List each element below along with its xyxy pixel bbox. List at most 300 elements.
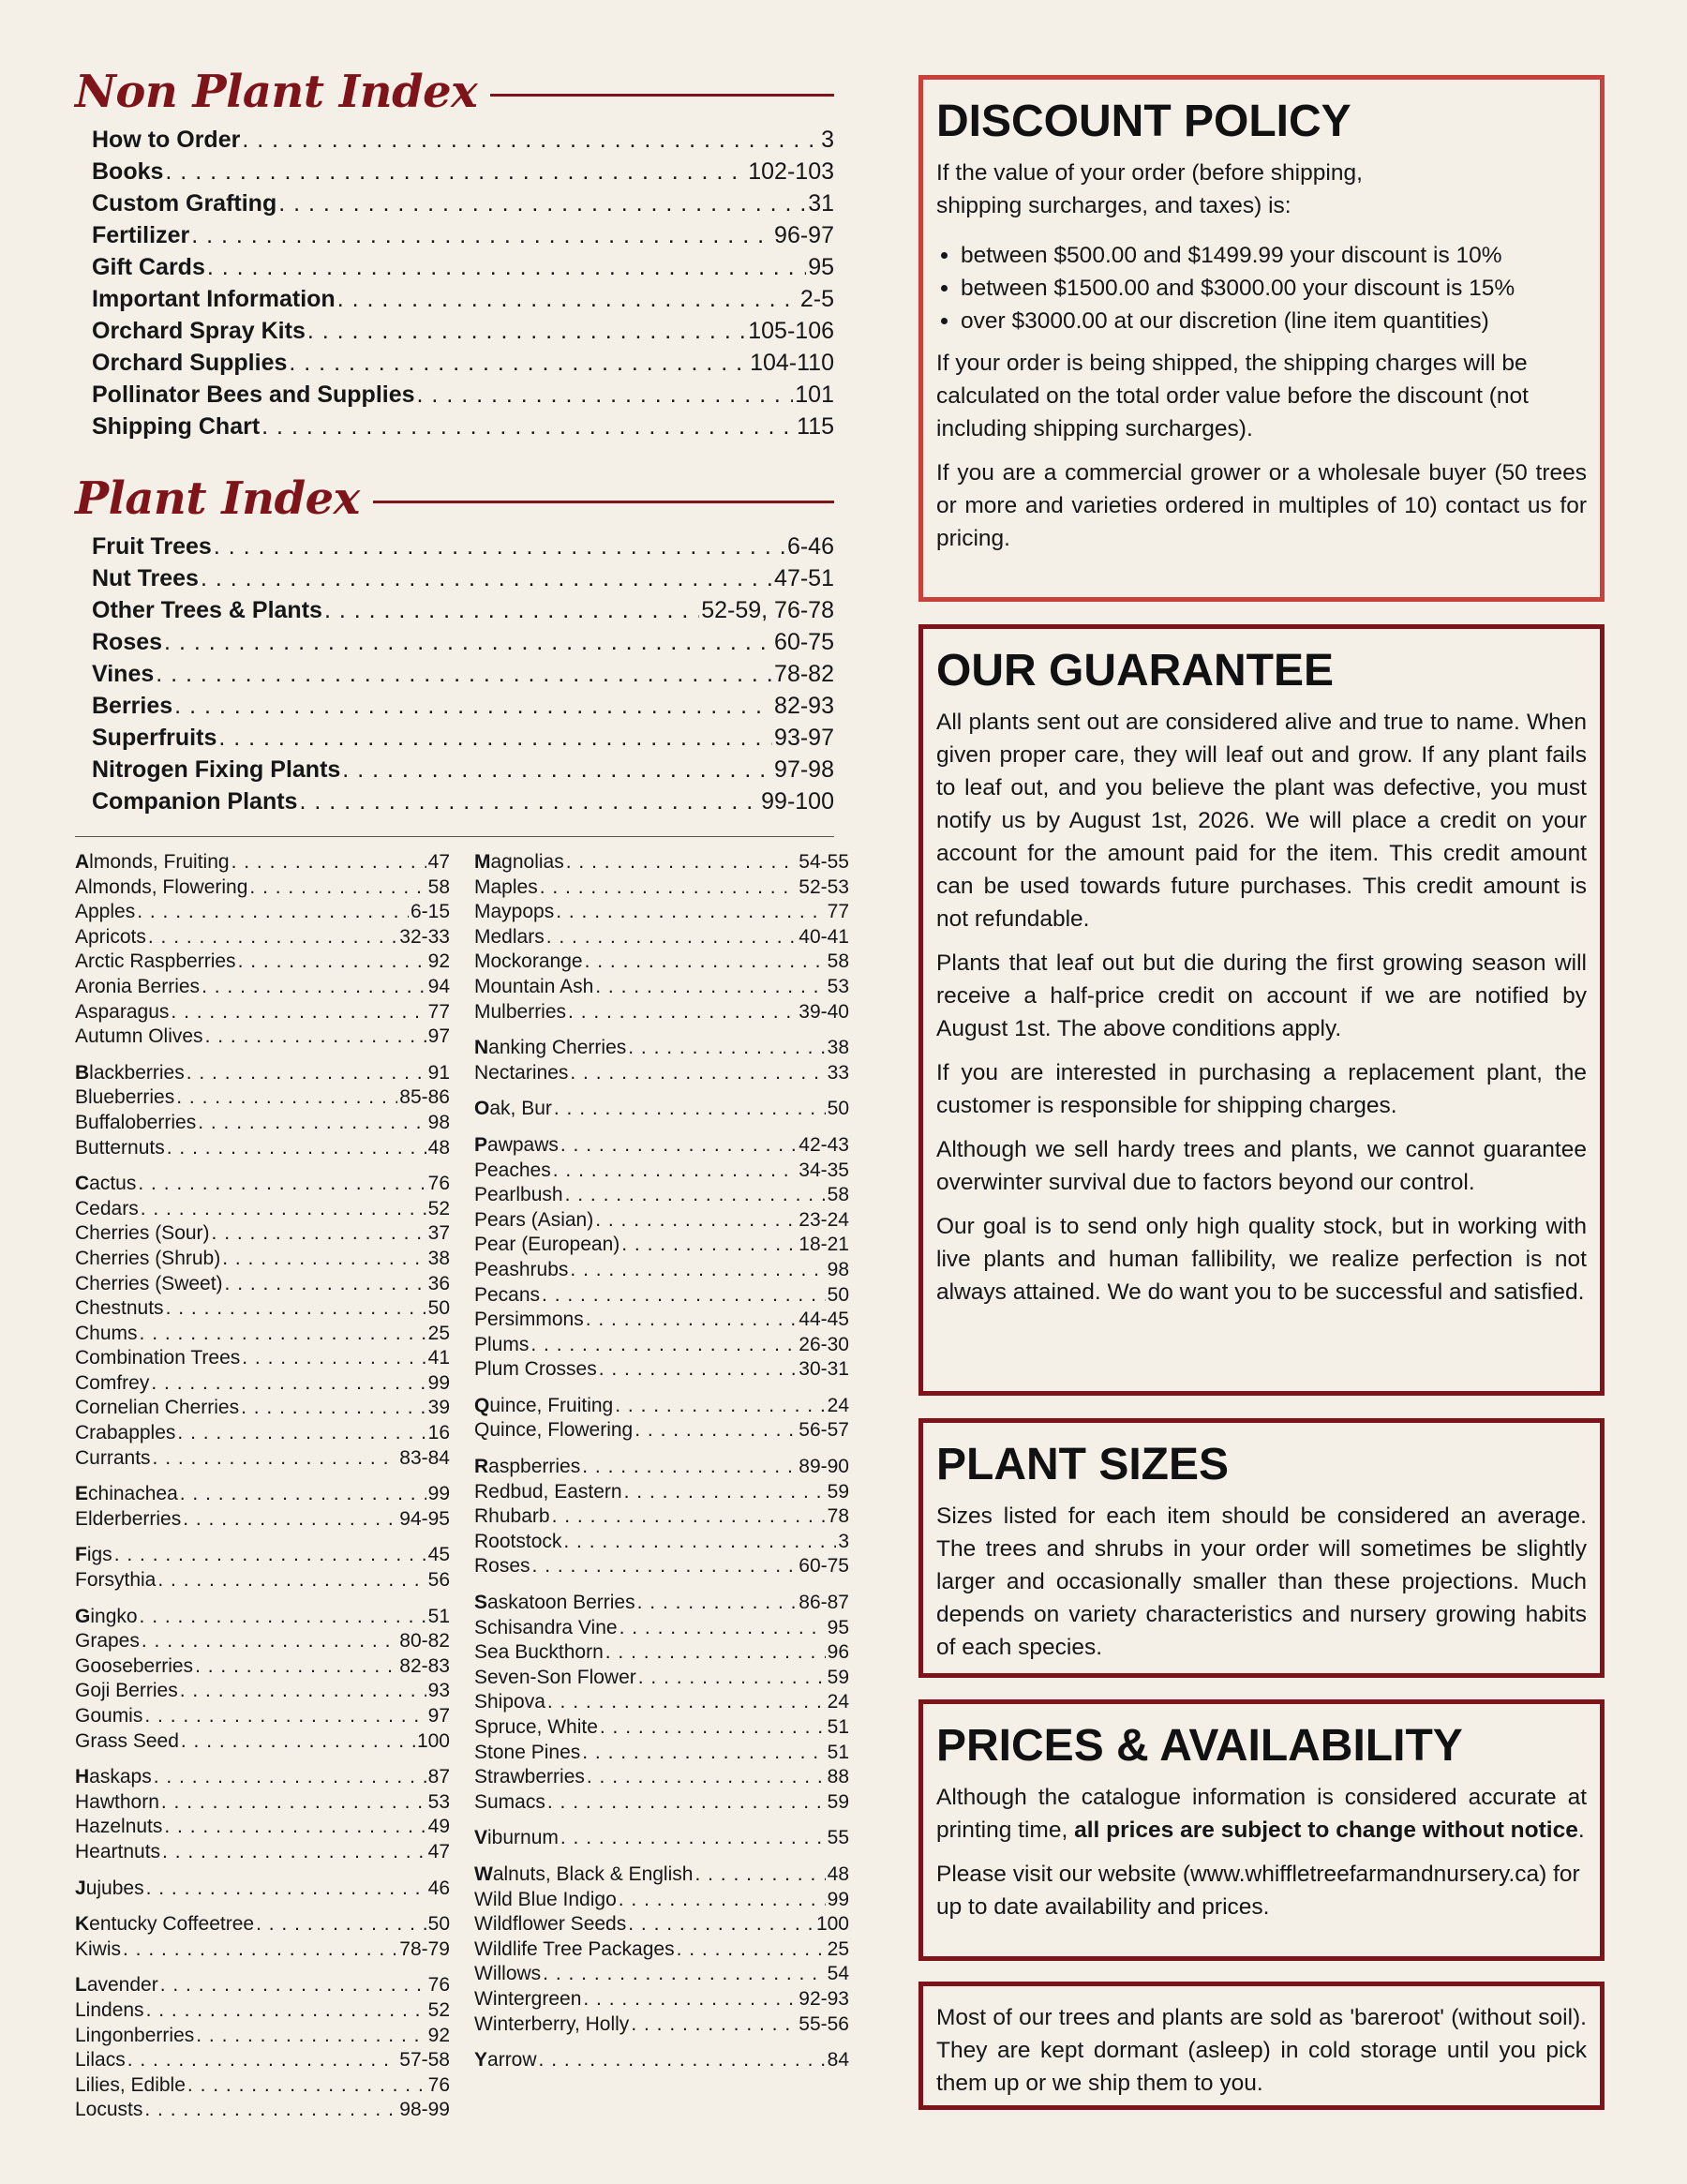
alpha-index-entry [75, 1346, 450, 1371]
index-entry-name: Companion Plants [92, 788, 298, 815]
index-entry-pages: 52-59, 76-78 [701, 597, 834, 623]
alpha-letter-group [474, 1394, 849, 1444]
dot-leader [556, 900, 825, 925]
alpha-index-entry [75, 925, 450, 950]
alpha-entry-pages: 50 [427, 1297, 450, 1320]
index-entry-pages: 47-51 [774, 565, 834, 591]
alpha-entry-name: Winterberry, Holly [474, 2012, 630, 2035]
index-entry [92, 626, 834, 658]
alpha-entry-pages: 78-79 [399, 1937, 450, 1960]
dot-leader [165, 156, 746, 187]
alpha-entry-pages: 92-93 [799, 1987, 849, 2010]
alpha-entry-pages: 38 [427, 1247, 450, 1269]
dot-leader [540, 875, 798, 901]
alpha-initial-letter: V [474, 1827, 488, 1849]
index-entry-name: Nitrogen Fixing Plants [92, 756, 341, 783]
alpha-initial-letter: G [75, 1605, 91, 1627]
alpha-entry-pages: 18-21 [799, 1234, 849, 1256]
index-entry-name: Roses [92, 629, 163, 655]
alpha-index-entry [75, 850, 450, 875]
alpha-letter-group [75, 850, 450, 1050]
alpha-entry-pages: 53 [427, 1790, 450, 1813]
index-entry-name: Pollinator Bees and Supplies [92, 381, 415, 408]
dot-leader [241, 1396, 426, 1421]
alpha-entry-name: Aronia Berries [75, 975, 201, 997]
dot-leader [144, 1704, 425, 1729]
dot-leader [180, 1482, 426, 1507]
alpha-initial-letter: A [75, 851, 90, 873]
index-entry [92, 187, 834, 219]
alpha-letter-group [474, 1862, 849, 2037]
alpha-entry-pages: 99 [827, 1888, 849, 1910]
prices-text [936, 1781, 1587, 1847]
non-plant-index-title [75, 66, 834, 118]
alpha-index-entry [75, 2048, 450, 2073]
alpha-entry-name: Maples [474, 875, 538, 898]
dot-leader [195, 1654, 397, 1680]
index-entry [92, 658, 834, 690]
alpha-index-entry [474, 1765, 849, 1790]
alpha-entry-name [75, 1605, 138, 1630]
alpha-entry-rest: lmonds, Fruiting [89, 851, 230, 873]
dot-leader [619, 1888, 826, 1913]
index-entry-pages: 97-98 [774, 756, 834, 783]
index-entry-pages: 105-106 [748, 318, 834, 344]
alpha-entry-name: Pear (European) [474, 1234, 620, 1256]
alpha-index-entry [75, 1172, 450, 1197]
dot-leader [299, 785, 759, 817]
alpha-entry-rest: ak, Bur [489, 1098, 552, 1120]
alpha-letter-group [474, 850, 849, 1025]
alpha-entry-pages: 50 [427, 1913, 450, 1936]
alpha-entry-pages: 92 [427, 950, 450, 973]
alpha-entry-rest: uince, Fruiting [489, 1394, 614, 1416]
index-entry-pages: 101 [795, 381, 834, 408]
alpha-entry-rest: askatoon Berries [487, 1592, 635, 1614]
alpha-entry-name [474, 1862, 693, 1888]
alpha-index-entry [474, 1133, 849, 1159]
alpha-index-entry [75, 1272, 450, 1297]
alpha-entry-pages: 99 [427, 1371, 450, 1394]
index-entry-name: Other Trees & Plants [92, 597, 322, 623]
index-entry-pages: 102-103 [748, 158, 834, 185]
index-entry-pages: 95 [808, 254, 834, 280]
plant-sizes-text: Sizes listed for each item should be considered an average. The trees and shrubs in your order will sometimes be slightly larger and occasionally smaller than these projections. Much depends on variety characteristics and nursery growing habits of each species. [936, 1503, 1587, 1660]
alpha-letter-group [474, 1036, 849, 1085]
dot-leader [600, 1715, 826, 1741]
dot-leader [242, 124, 819, 156]
alpha-index-entry [75, 1877, 450, 1902]
alpha-index-entry [75, 2098, 450, 2123]
dot-leader [582, 1741, 825, 1766]
alpha-index-entry [474, 1308, 849, 1333]
bareroot-text: Most of our trees and plants are sold as 'bareroot' (without soil). They are kept dormant (asleep) in cold storage until you pick them up or we ship them to you. [936, 2005, 1587, 2096]
alpha-entry-name: Locusts [75, 2099, 143, 2121]
alpha-index-entry [75, 1507, 450, 1533]
alpha-letter-group [75, 1061, 450, 1160]
alpha-index-entry [75, 1025, 450, 1050]
alpha-entry-name [474, 1097, 552, 1122]
alpha-index-entry [474, 1061, 849, 1086]
dot-leader [148, 925, 397, 950]
alpha-entry-pages: 97 [427, 1705, 450, 1727]
alpha-index-entry [75, 2024, 450, 2049]
alpha-index-entry [75, 1765, 450, 1790]
alpha-entry-pages: 76 [427, 1173, 450, 1195]
plant-sizes-box [918, 1418, 1605, 1678]
alpha-index-entry [474, 1159, 849, 1184]
alpha-index-entry [75, 1704, 450, 1729]
alpha-index-entry [75, 1543, 450, 1568]
alpha-entry-rest: avender [86, 1974, 158, 1997]
alpha-entry-name: Lingonberries [75, 2024, 195, 2046]
alpha-index-entry [75, 1061, 450, 1086]
dot-leader [631, 2012, 797, 2038]
alpha-entry-pages: 47 [427, 1840, 450, 1862]
alpha-index-entry [75, 1000, 450, 1025]
alpha-entry-rest: lackberries [89, 1061, 185, 1084]
alpha-letter-group [75, 1543, 450, 1593]
dot-leader [137, 900, 409, 925]
alphabetical-index [75, 850, 849, 2134]
alpha-entry-pages: 33 [827, 1061, 849, 1084]
alpha-entry-pages: 93 [427, 1680, 450, 1702]
alpha-entry-pages: 45 [427, 1544, 450, 1566]
alpha-entry-pages: 94 [427, 975, 450, 997]
alpha-entry-name: Sumacs [474, 1790, 545, 1813]
dot-leader [187, 2073, 426, 2099]
index-entry-pages: 99-100 [761, 788, 834, 815]
dot-leader [582, 1455, 797, 1480]
alpha-index-entry [474, 950, 849, 975]
alpha-index-entry [474, 1036, 849, 1061]
alpha-index-entry [474, 1530, 849, 1555]
alpha-entry-pages: 56-57 [799, 1419, 849, 1442]
dot-leader [140, 1605, 426, 1630]
alpha-index-entry [474, 1418, 849, 1444]
alpha-entry-pages: 55-56 [799, 2012, 849, 2035]
dot-leader [568, 1000, 797, 1025]
alpha-entry-pages: 95 [827, 1616, 849, 1638]
alpha-entry-rest: agnolias [490, 851, 564, 873]
alpha-entry-name: Grapes [75, 1630, 140, 1653]
alpha-entry-pages: 36 [427, 1272, 450, 1294]
guarantee-paragraph: All plants sent out are considered alive and true to name. When given proper care, they will leaf out and grow. If any plant fails to leaf out, and you believe the plant was defective, you must notify us by August 1st, 2026. We will place a credit on your account for the amount paid for the item. This credit amount can be used towards future purchases. This credit amount is not refundable. [936, 710, 1587, 932]
alpha-index-entry [474, 1357, 849, 1383]
guarantee-title: OUR GUARANTEE [936, 646, 1335, 696]
dot-leader [307, 315, 746, 347]
index-entry-pages: 3 [821, 127, 834, 153]
prices-title: PRICES & AVAILABILITY [936, 1721, 1463, 1771]
dot-leader [586, 1308, 798, 1333]
dot-leader [570, 1258, 825, 1283]
alpha-entry-pages: 52 [427, 1197, 450, 1219]
alpha-letter-group [474, 1826, 849, 1851]
alpha-entry-rest: arrow [487, 2049, 537, 2072]
dot-leader [539, 2048, 826, 2073]
alpha-entry-pages: 85-86 [399, 1086, 450, 1109]
alpha-entry-pages: 41 [427, 1347, 450, 1369]
alpha-index-entry [474, 1862, 849, 1888]
alpha-entry-pages: 98 [427, 1111, 450, 1133]
alpha-entry-name: Plums [474, 1333, 530, 1355]
alpha-index-entry [75, 1296, 450, 1322]
alpha-entry-name: Lilies, Edible [75, 2073, 186, 2096]
alpha-index-entry [474, 1826, 849, 1851]
dot-leader [552, 1504, 826, 1530]
index-entry-name: Fruit Trees [92, 533, 212, 560]
alpha-index-entry [75, 1679, 450, 1704]
index-entry-name: Fertilizer [92, 222, 190, 248]
alpha-entry-pages: 96 [827, 1641, 849, 1664]
alpha-entry-name: Sea Buckthorn [474, 1641, 604, 1664]
alpha-entry-pages: 76 [427, 2073, 450, 2096]
plant-index-list [92, 531, 834, 817]
index-entry [92, 283, 834, 315]
alpha-initial-letter: K [75, 1913, 90, 1936]
alpha-entry-name: Willows [474, 1963, 542, 1985]
alpha-entry-pages: 51 [827, 1741, 849, 1763]
alpha-entry-name: Shipova [474, 1691, 545, 1713]
alpha-index-entry [474, 1554, 849, 1579]
dot-leader [198, 1111, 425, 1136]
index-entry-pages: 82-93 [774, 693, 834, 719]
index-entry-name: How to Order [92, 127, 241, 153]
non-plant-index-heading: Non Plant Index [75, 66, 478, 118]
alpha-index-entry [75, 1221, 450, 1247]
index-entry [92, 251, 834, 283]
dot-leader [261, 411, 795, 442]
dot-leader [207, 251, 806, 283]
discount-policy-box [918, 75, 1605, 602]
alpha-entry-name: Lindens [75, 1998, 144, 2021]
alpha-entry-name: Chestnuts [75, 1297, 164, 1320]
alpha-entry-name: Mockorange [474, 950, 583, 973]
alpha-index-entry [75, 900, 450, 925]
alpha-entry-name [75, 1172, 136, 1197]
alpha-entry-name: Heartnuts [75, 1840, 161, 1862]
guarantee-paragraph: If you are interested in purchasing a replacement plant, the customer is responsible for shipping charges. [936, 1060, 1587, 1118]
alpha-index-entry [75, 1605, 450, 1630]
dot-leader [164, 626, 772, 658]
dot-leader [532, 1554, 798, 1579]
alpha-letter-group [474, 1455, 849, 1579]
index-entry [92, 219, 834, 251]
index-entry-pages: 6-46 [786, 533, 834, 560]
dot-leader [225, 1272, 426, 1297]
alpha-index-entry [474, 1912, 849, 1937]
index-entry [92, 315, 834, 347]
alpha-entry-pages: 49 [427, 1816, 450, 1838]
index-entry-name: Important Information [92, 286, 336, 312]
alpha-entry-name: Wild Blue Indigo [474, 1888, 617, 1910]
alpha-index-entry [75, 2073, 450, 2099]
alpha-index-entry [75, 1729, 450, 1755]
dot-leader [624, 1480, 826, 1505]
alpha-entry-pages: 91 [427, 1061, 450, 1084]
alpha-index-entry [75, 1568, 450, 1593]
alpha-entry-pages: 25 [827, 1937, 849, 1960]
index-entry [92, 562, 834, 594]
alpha-entry-name: Grass Seed [75, 1729, 179, 1752]
alpha-entry-name: Hazelnuts [75, 1816, 163, 1838]
alpha-index-entry [474, 1937, 849, 1963]
dot-leader [587, 1765, 826, 1790]
alpha-entry-pages: 50 [827, 1098, 849, 1120]
dot-leader [144, 2098, 397, 2123]
alpha-entry-name: Cherries (Sour) [75, 1222, 210, 1245]
dot-leader [191, 219, 772, 251]
dot-leader [595, 975, 825, 1000]
alpha-entry-name: Nectarines [474, 1061, 569, 1084]
alpha-initial-letter: C [75, 1173, 90, 1195]
dot-leader [634, 1418, 797, 1444]
alpha-entry-pages: 30-31 [799, 1358, 849, 1381]
alpha-entry-rest: actus [89, 1173, 137, 1195]
guarantee-paragraph: Plants that leaf out but die during the first growing season will receive a half-price credit on account if we are notified by August 1st. The above conditions apply. [936, 950, 1587, 1041]
dot-leader [123, 1937, 397, 1963]
alpha-entry-pages: 48 [827, 1862, 849, 1885]
alpha-entry-rest: alnuts, Black & English [492, 1862, 694, 1885]
alpha-index-entry [474, 1000, 849, 1025]
alpha-initial-letter: W [474, 1862, 493, 1885]
dot-leader [231, 850, 426, 875]
dot-leader [547, 1790, 826, 1816]
alpha-entry-name: Strawberries [474, 1766, 585, 1788]
dot-leader [563, 1530, 836, 1555]
alpha-index-entry [474, 1097, 849, 1122]
alpha-entry-name [474, 1133, 559, 1159]
dot-leader [161, 1790, 426, 1816]
alpha-entry-pages: 54-55 [799, 851, 849, 873]
alpha-entry-pages: 100 [815, 1913, 849, 1936]
alpha-initial-letter: R [474, 1456, 489, 1478]
alpha-index-entry [474, 1504, 849, 1530]
dot-leader [256, 1912, 426, 1937]
alpha-entry-name: Combination Trees [75, 1347, 241, 1369]
alpha-entry-pages: 98-99 [399, 2099, 450, 2121]
dot-leader [138, 1172, 425, 1197]
alpha-entry-pages: 48 [427, 1136, 450, 1159]
alpha-initial-letter: S [474, 1592, 488, 1614]
dot-leader [566, 850, 798, 875]
alpha-entry-name: Forsythia [75, 1569, 157, 1592]
alpha-index-column-left [75, 850, 450, 2134]
alpha-entry-pages: 40-41 [799, 925, 849, 948]
alpha-letter-group [474, 2048, 849, 2073]
alpha-index-entry [474, 1690, 849, 1715]
alpha-entry-name: Stone Pines [474, 1741, 581, 1763]
alpha-entry-pages: 57-58 [399, 2049, 450, 2072]
alpha-entry-pages: 42-43 [799, 1133, 849, 1156]
alpha-entry-pages: 86-87 [799, 1592, 849, 1614]
dot-leader [196, 2024, 425, 2049]
alpha-index-entry [474, 1888, 849, 1913]
dot-leader [553, 1159, 798, 1184]
alpha-entry-name: Goji Berries [75, 1680, 178, 1702]
dot-leader [560, 1826, 826, 1851]
alpha-index-entry [75, 1322, 450, 1347]
alpha-index-entry [75, 1815, 450, 1840]
index-entry-pages: 31 [808, 190, 834, 217]
index-entry-name: Shipping Chart [92, 413, 261, 440]
alpha-entry-pages: 59 [827, 1666, 849, 1688]
alpha-entry-name: Wildlife Tree Packages [474, 1937, 675, 1960]
index-entry-name: Custom Grafting [92, 190, 277, 217]
index-entry-pages: 96-97 [774, 222, 834, 248]
alpha-entry-name: Wintergreen [474, 1987, 582, 2010]
dot-leader [222, 1247, 425, 1272]
alpha-entry-name [75, 1061, 185, 1086]
alpha-index-entry [474, 1640, 849, 1666]
title-rule [373, 501, 834, 503]
discount-tier: • between $1500.00 and $3000.00 your discount is 15% [961, 272, 1587, 305]
title-rule [490, 94, 834, 97]
discount-commercial-note: If you are a commercial grower or a wholesale buyer (50 trees or more and varieties ordered in multiples of 10) contact us for pricing. [936, 460, 1587, 551]
alpha-entry-name [474, 1455, 580, 1480]
alpha-entry-pages: 89-90 [799, 1456, 849, 1478]
alpha-entry-name: Rhubarb [474, 1505, 550, 1528]
dot-leader [205, 1025, 426, 1050]
alpha-index-entry [474, 1962, 849, 1987]
alpha-entry-pages: 23-24 [799, 1208, 849, 1231]
alpha-index-entry [75, 1973, 450, 1998]
alpha-entry-name [75, 1482, 178, 1507]
alpha-index-entry [474, 975, 849, 1000]
discount-tier: • between $500.00 and $1499.99 your discount is 10% [961, 239, 1587, 272]
discount-tiers [936, 239, 1587, 337]
index-entry [92, 690, 834, 722]
dot-leader [166, 1296, 426, 1322]
alpha-entry-name: Seven-Son Flower [474, 1666, 636, 1688]
index-entry-name: Orchard Spray Kits [92, 318, 306, 344]
alpha-index-entry [75, 1482, 450, 1507]
alpha-index-entry [474, 925, 849, 950]
alpha-entry-pages: 97 [427, 1025, 450, 1048]
alpha-index-entry [75, 1136, 450, 1161]
prices-website-note: Please visit our website (www.whiffletreefarmandnursery.ca) for up to date availability and prices. [936, 1862, 1580, 1920]
alpha-entry-pages: 47 [427, 851, 450, 873]
index-entry [92, 722, 834, 754]
alpha-index-entry [75, 1629, 450, 1654]
index-entry-name: Orchard Supplies [92, 350, 288, 376]
alpha-entry-name: Plum Crosses [474, 1358, 597, 1381]
dot-leader [202, 975, 426, 1000]
alpha-initial-letter: P [474, 1133, 488, 1156]
dot-leader [174, 690, 772, 722]
alpha-entry-name: Mountain Ash [474, 975, 594, 997]
alpha-entry-pages: 56 [427, 1569, 450, 1592]
index-entry-name: Vines [92, 661, 155, 687]
alpha-entry-pages: 16 [427, 1422, 450, 1444]
index-entry-pages: 60-75 [774, 629, 834, 655]
dot-leader [177, 1421, 425, 1446]
non-plant-index-list [92, 124, 834, 442]
alpha-index-entry [75, 1840, 450, 1865]
dot-leader [214, 531, 785, 562]
alpha-entry-name: Peashrubs [474, 1258, 569, 1280]
alpha-entry-name [75, 1765, 152, 1790]
alpha-entry-pages: 6-15 [410, 901, 450, 923]
dot-leader [238, 950, 426, 975]
dot-leader [677, 1937, 826, 1963]
alpha-index-entry [474, 1283, 849, 1309]
alpha-entry-name: Chums [75, 1322, 138, 1344]
alpha-entry-name: Currants [75, 1446, 151, 1469]
index-entry-name: Gift Cards [92, 254, 205, 280]
alpha-entry-name [75, 1543, 112, 1568]
alpha-entry-name: Cornelian Cherries [75, 1397, 240, 1419]
